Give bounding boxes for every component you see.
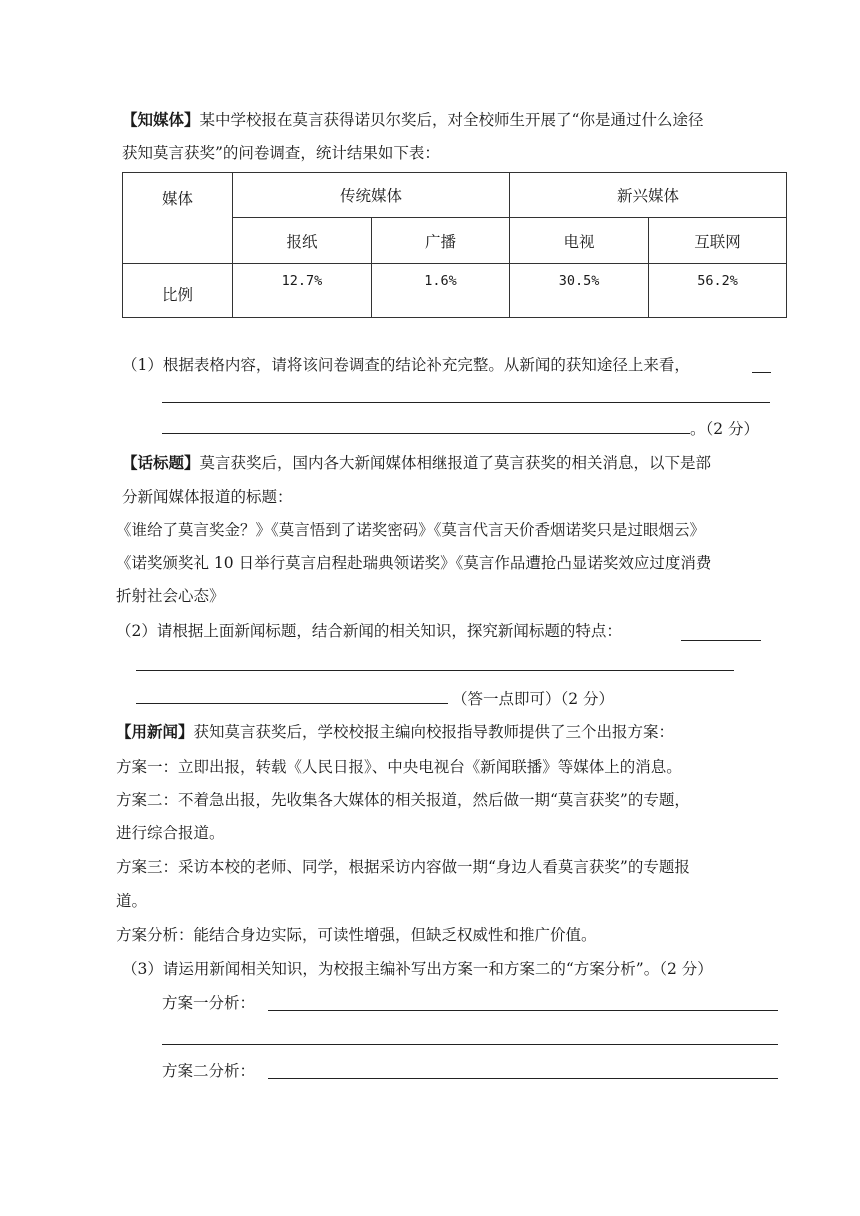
plan3-line1: 方案三：采访本校的老师、同学，根据采访内容做一期“身边人看莫言获奖”的专题报: [116, 858, 690, 876]
news-titles-line3: 折射社会心态》: [116, 587, 225, 605]
section2-intro-1: 莫言获奖后，国内各大新闻媒体相继报道了莫言获奖的相关消息，以下是部: [199, 454, 712, 472]
news-titles-line1: 《谁给了莫言奖金？》《莫言悟到了诺奖密码》《莫言代言天价香烟诺奖只是过眼烟云》: [116, 521, 706, 539]
plan2-line2: 进行综合报道。: [116, 824, 225, 842]
column-header-tv: 电视: [510, 218, 649, 264]
q1-answer-line-1[interactable]: [162, 402, 770, 403]
q2-answer-line-2[interactable]: [136, 703, 448, 704]
q1-score: 。（2 分）: [690, 420, 760, 438]
group-traditional-header: 传统媒体: [233, 173, 510, 218]
q2-score: （答一点即可）（2 分）: [452, 690, 615, 708]
table-corner-header: 媒体: [123, 173, 233, 264]
section1-tag: 【知媒体】: [122, 110, 200, 129]
plan3-line2: 道。: [116, 892, 148, 910]
q1-answer-line-2[interactable]: [162, 433, 690, 434]
section3-tag: 【用新闻】: [116, 722, 194, 741]
value-radio: 1.6%: [372, 264, 510, 318]
q1-answer-line-0[interactable]: [752, 372, 771, 373]
section2-line2: 分新闻媒体报道的标题：: [122, 488, 293, 506]
q1-text: （1）根据表格内容，请将该问卷调查的结论补充完整。从新闻的获知途径上来看，: [122, 356, 690, 374]
section3-line1: [116, 721, 674, 743]
plan1-analysis-answer-line-2[interactable]: [162, 1044, 778, 1045]
section1-line1: [122, 109, 703, 131]
row-label-ratio: 比例: [123, 264, 233, 318]
q2-answer-line-1[interactable]: [136, 670, 734, 671]
q2-answer-line-0[interactable]: [681, 640, 761, 641]
section2-tag: 【话标题】: [122, 453, 200, 472]
value-internet: 56.2%: [649, 264, 787, 318]
group-new-header: 新兴媒体: [510, 173, 787, 218]
column-header-newspaper: 报纸: [233, 218, 372, 264]
plan1-analysis-label: 方案一分析：: [162, 994, 256, 1012]
plan2-analysis-label: 方案二分析：: [162, 1062, 256, 1080]
q3-text: （3）请运用新闻相关知识，为校报主编补写出方案一和方案二的“方案分析”。（2 分）: [122, 960, 713, 978]
section2-line1: [122, 452, 711, 474]
section1-line2: 获知莫言获奖”的问卷调查，统计结果如下表：: [122, 144, 440, 162]
survey-table: [122, 172, 787, 318]
column-header-radio: 广播: [372, 218, 510, 264]
value-newspaper: 12.7%: [233, 264, 372, 318]
plan1-analysis-answer-line-1[interactable]: [268, 1010, 778, 1011]
plan1-text: 方案一：立即出报，转载《人民日报》、中央电视台《新闻联播》等媒体上的消息。: [116, 758, 682, 776]
plan2-analysis-answer-line-1[interactable]: [268, 1078, 778, 1079]
q2-text: （2）请根据上面新闻标题，结合新闻的相关知识，探究新闻标题的特点：: [116, 622, 622, 640]
section3-intro: 获知莫言获奖后，学校校报主编向校报指导教师提供了三个出报方案：: [193, 723, 675, 741]
value-tv: 30.5%: [510, 264, 649, 318]
plan-analysis-text: 方案分析：能结合身边实际，可读性增强，但缺乏权威性和推广价值。: [116, 926, 597, 944]
news-titles-line2: 《诺奖颁奖礼 10 日举行莫言启程赴瑞典领诺奖》《莫言作品遭抢凸显诺奖效应过度消费: [116, 554, 712, 572]
plan2-line1: 方案二：不着急出报，先收集各大媒体的相关报道，然后做一期“莫言获奖”的专题，: [116, 791, 690, 809]
section1-intro-1: 某中学校报在莫言获得诺贝尔奖后，对全校师生开展了“你是通过什么途径: [199, 111, 704, 129]
column-header-internet: 互联网: [649, 218, 787, 264]
